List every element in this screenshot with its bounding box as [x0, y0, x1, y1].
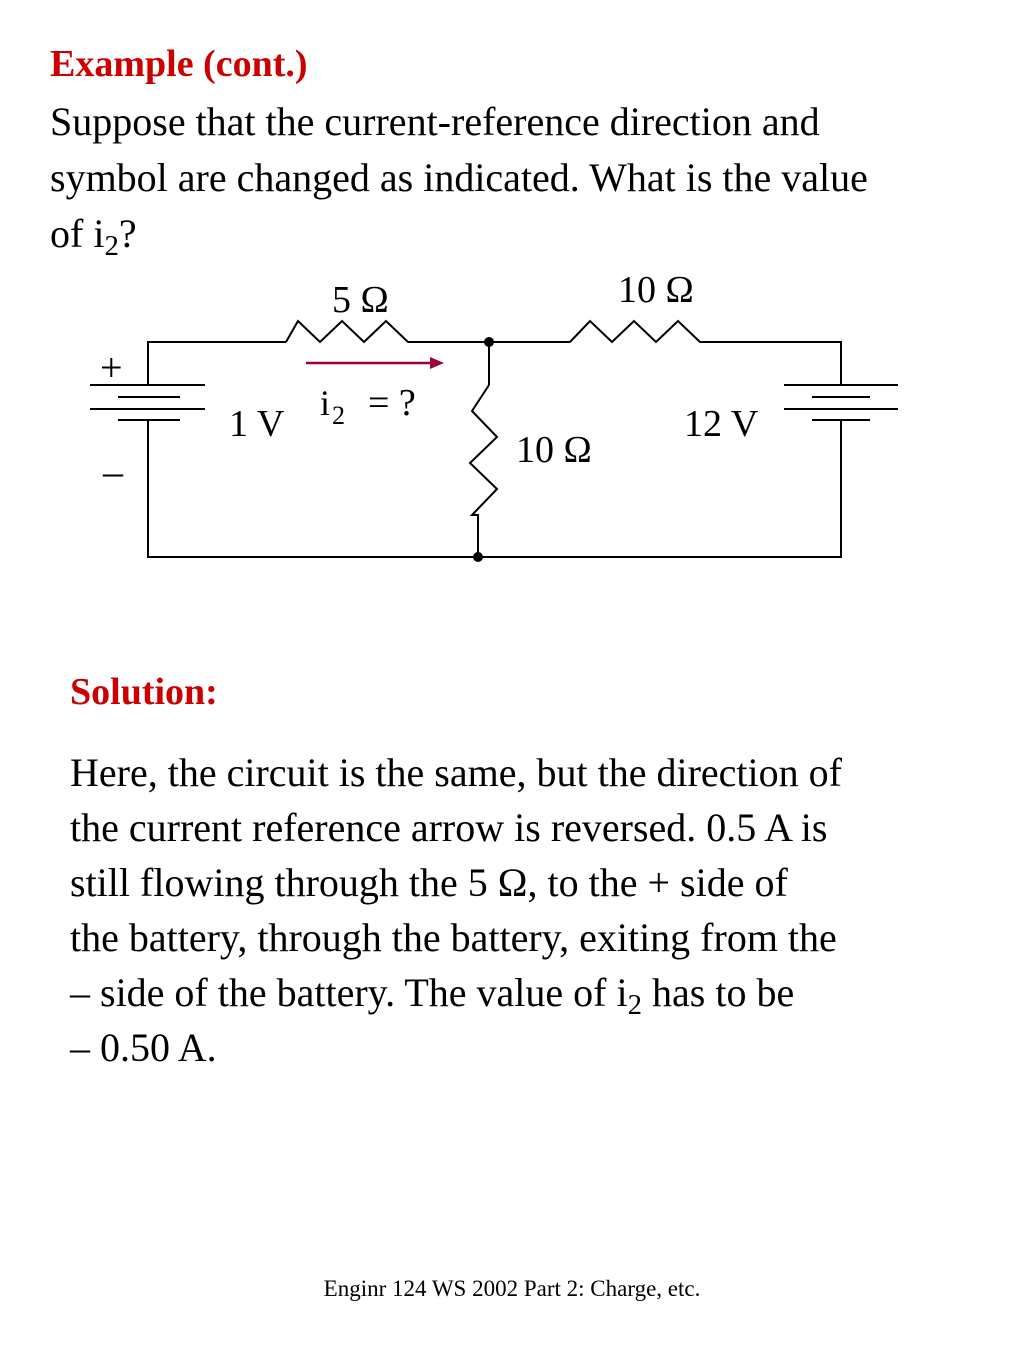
minus-sign: –: [103, 449, 123, 494]
solution-heading: Solution:: [70, 671, 218, 713]
plus-sign: +: [100, 345, 123, 390]
resistor-10-ohm-middle: [470, 385, 497, 557]
label-12-volt: 12 V: [684, 403, 759, 445]
circuit-diagram: [0, 0, 1024, 640]
solution-subscript: 2: [627, 989, 643, 1022]
label-5-ohm: 5 Ω: [332, 279, 389, 321]
solution-line-6: – 0.50 A.: [70, 1025, 217, 1070]
solution-line-5-text: – side of the battery. The value of i: [70, 970, 628, 1015]
solution-line-4: the battery, through the battery, exiting from the: [70, 915, 837, 960]
question-line-2: symbol are changed as indicated. What is the value: [50, 155, 868, 200]
current-label-subscript: 2: [332, 401, 345, 430]
label-1-volt: 1 V: [229, 403, 285, 445]
current-label-value: = ?: [368, 382, 416, 424]
resistor-5-ohm: [286, 321, 420, 342]
solution-line-5-end: has to be: [642, 970, 795, 1015]
solution-text: [70, 745, 842, 1075]
solution-line-3: still flowing through the 5 Ω, to the + side of: [70, 860, 788, 905]
wire-top-left: [148, 342, 286, 385]
resistor-10-ohm-top: [570, 321, 708, 342]
node-bottom: [473, 552, 483, 562]
solution-line-1: Here, the circuit is the same, but the direction of: [70, 750, 842, 795]
solution-line-5: [70, 965, 842, 1020]
solution-line-2: the current reference arrow is reversed. 0.5 A is: [70, 805, 828, 850]
question-subscript: 2: [104, 230, 119, 263]
current-arrow-head: [430, 357, 444, 369]
slide-title: Example (cont.): [50, 43, 308, 85]
node-top: [484, 337, 494, 347]
question-mark: ?: [118, 211, 137, 256]
question-line-3-text: of i: [50, 211, 105, 256]
wire-top-right: [708, 342, 841, 385]
label-10-ohm-top: 10 Ω: [618, 269, 694, 311]
label-10-ohm-middle: 10 Ω: [516, 429, 592, 471]
footer-text: Enginr 124 WS 2002 Part 2: Charge, etc.: [323, 1276, 701, 1301]
question-line-1: Suppose that the current-reference direction and: [50, 99, 820, 144]
current-label-symbol: i: [320, 383, 331, 423]
